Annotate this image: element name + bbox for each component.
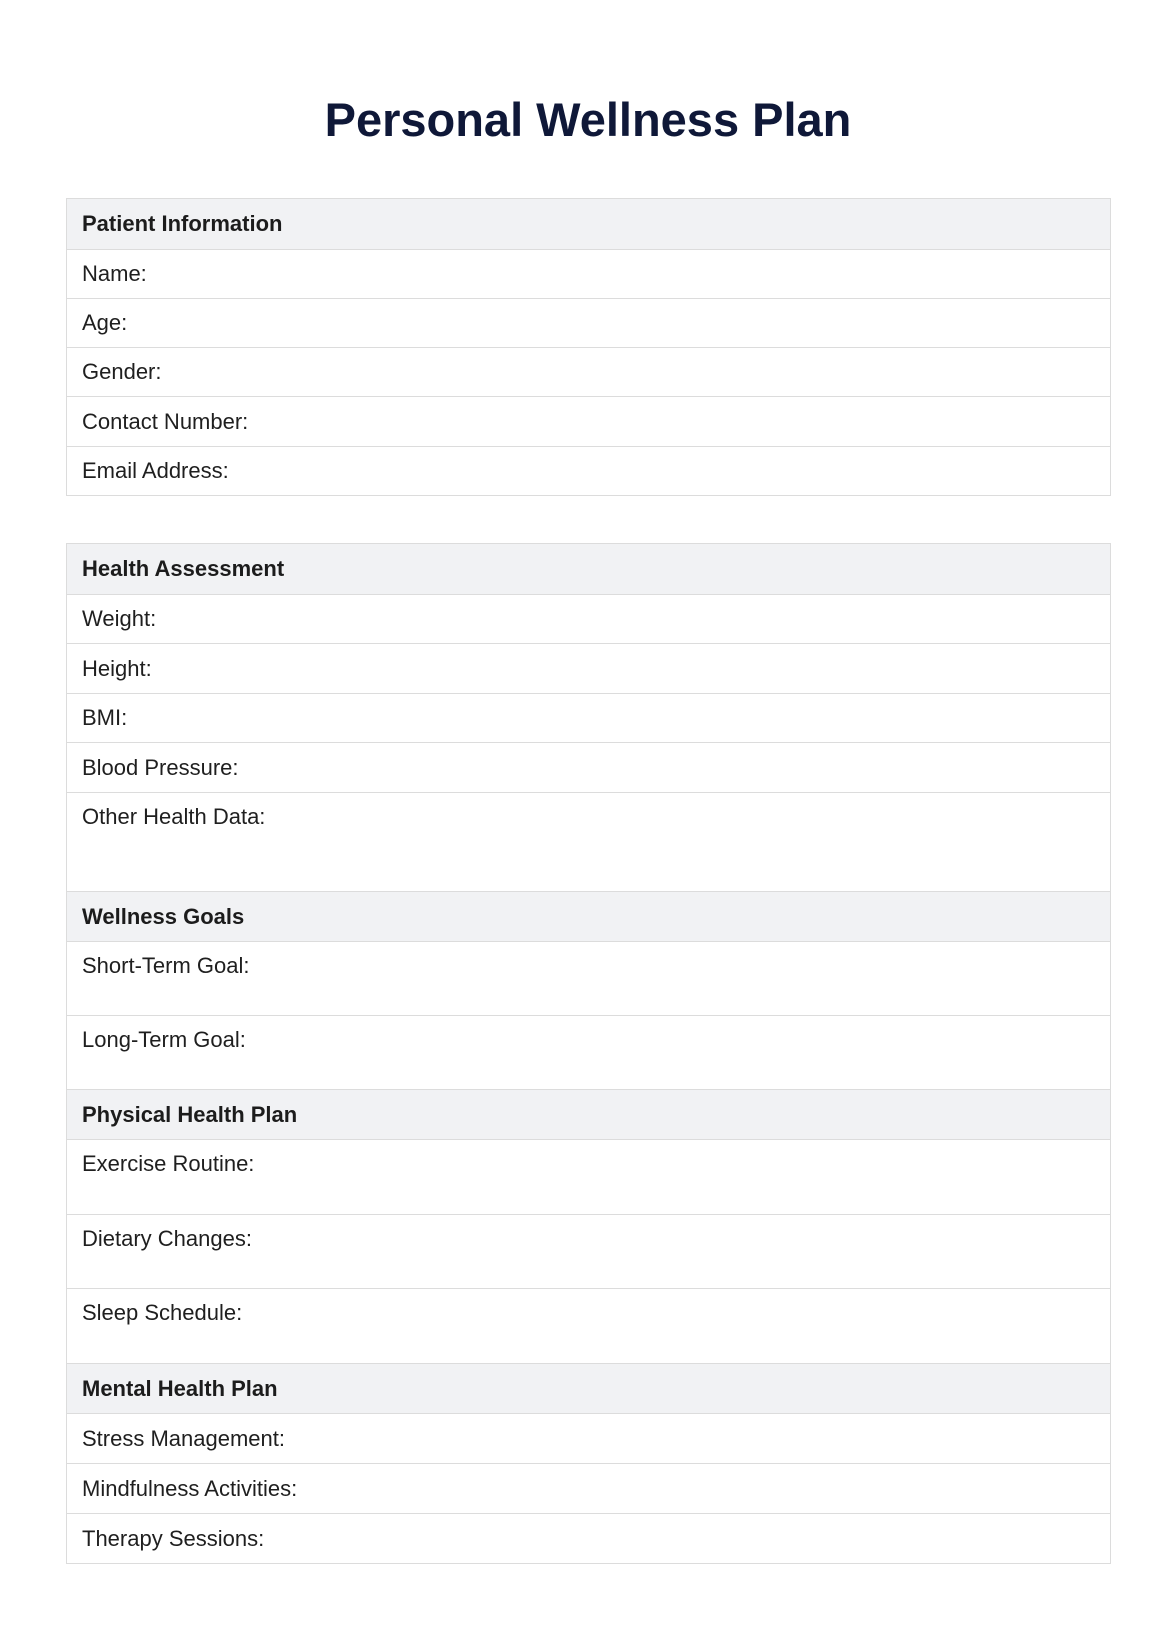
field-other-health-data[interactable] [67,792,1110,891]
field-exercise-routine[interactable] [67,1139,1110,1214]
field-label: Long-Term Goal: [82,1027,246,1052]
section-header-wellness-goals [67,891,1110,941]
section-title: Wellness Goals [82,903,245,929]
field-gender[interactable] [67,347,1110,396]
section-title: Mental Health Plan [82,1375,278,1401]
page-title: Personal Wellness Plan [324,93,852,146]
field-email-address[interactable] [67,446,1110,495]
field-sleep-schedule[interactable] [67,1288,1110,1363]
field-age[interactable] [67,298,1110,347]
field-dietary-changes[interactable] [67,1214,1110,1288]
field-blood-pressure[interactable] [67,742,1110,792]
field-height[interactable] [67,643,1110,693]
field-label: Contact Number: [82,408,249,434]
field-label: Sleep Schedule: [82,1300,243,1325]
section-header-physical-health-plan [67,1089,1110,1139]
section-title: Health Assessment [82,556,285,581]
field-mindfulness-activities[interactable] [67,1463,1110,1513]
field-label: Stress Management: [82,1425,285,1451]
field-contact-number[interactable] [67,396,1110,446]
section-title: Physical Health Plan [82,1101,298,1127]
field-label: Email Address: [82,458,229,483]
field-label: Height: [82,655,152,681]
field-label: Weight: [82,606,157,631]
field-label: BMI: [82,705,128,730]
field-label: Age: [82,310,128,335]
field-label: Gender: [82,359,162,384]
field-label: Mindfulness Activities: [82,1475,298,1501]
field-therapy-sessions[interactable] [67,1513,1110,1563]
field-name[interactable] [67,249,1110,298]
field-label: Name: [82,261,147,286]
section-header-mental-health-plan [67,1363,1110,1413]
patient-information-table [66,198,1111,496]
field-label: Dietary Changes: [82,1226,252,1251]
field-label: Short-Term Goal: [82,953,250,978]
field-label: Exercise Routine: [82,1151,255,1176]
field-bmi[interactable] [67,693,1110,742]
section-title: Patient Information [82,211,283,236]
field-stress-management[interactable] [67,1413,1110,1463]
field-label: Other Health Data: [82,804,266,829]
field-label: Therapy Sessions: [82,1525,265,1551]
field-weight[interactable] [67,594,1110,643]
section-header-patient-information [67,199,1110,249]
field-short-term-goal[interactable] [67,941,1110,1015]
field-long-term-goal[interactable] [67,1015,1110,1089]
field-label: Blood Pressure: [82,754,239,780]
wellness-plan-table [66,543,1111,1564]
section-header-health-assessment [67,544,1110,594]
